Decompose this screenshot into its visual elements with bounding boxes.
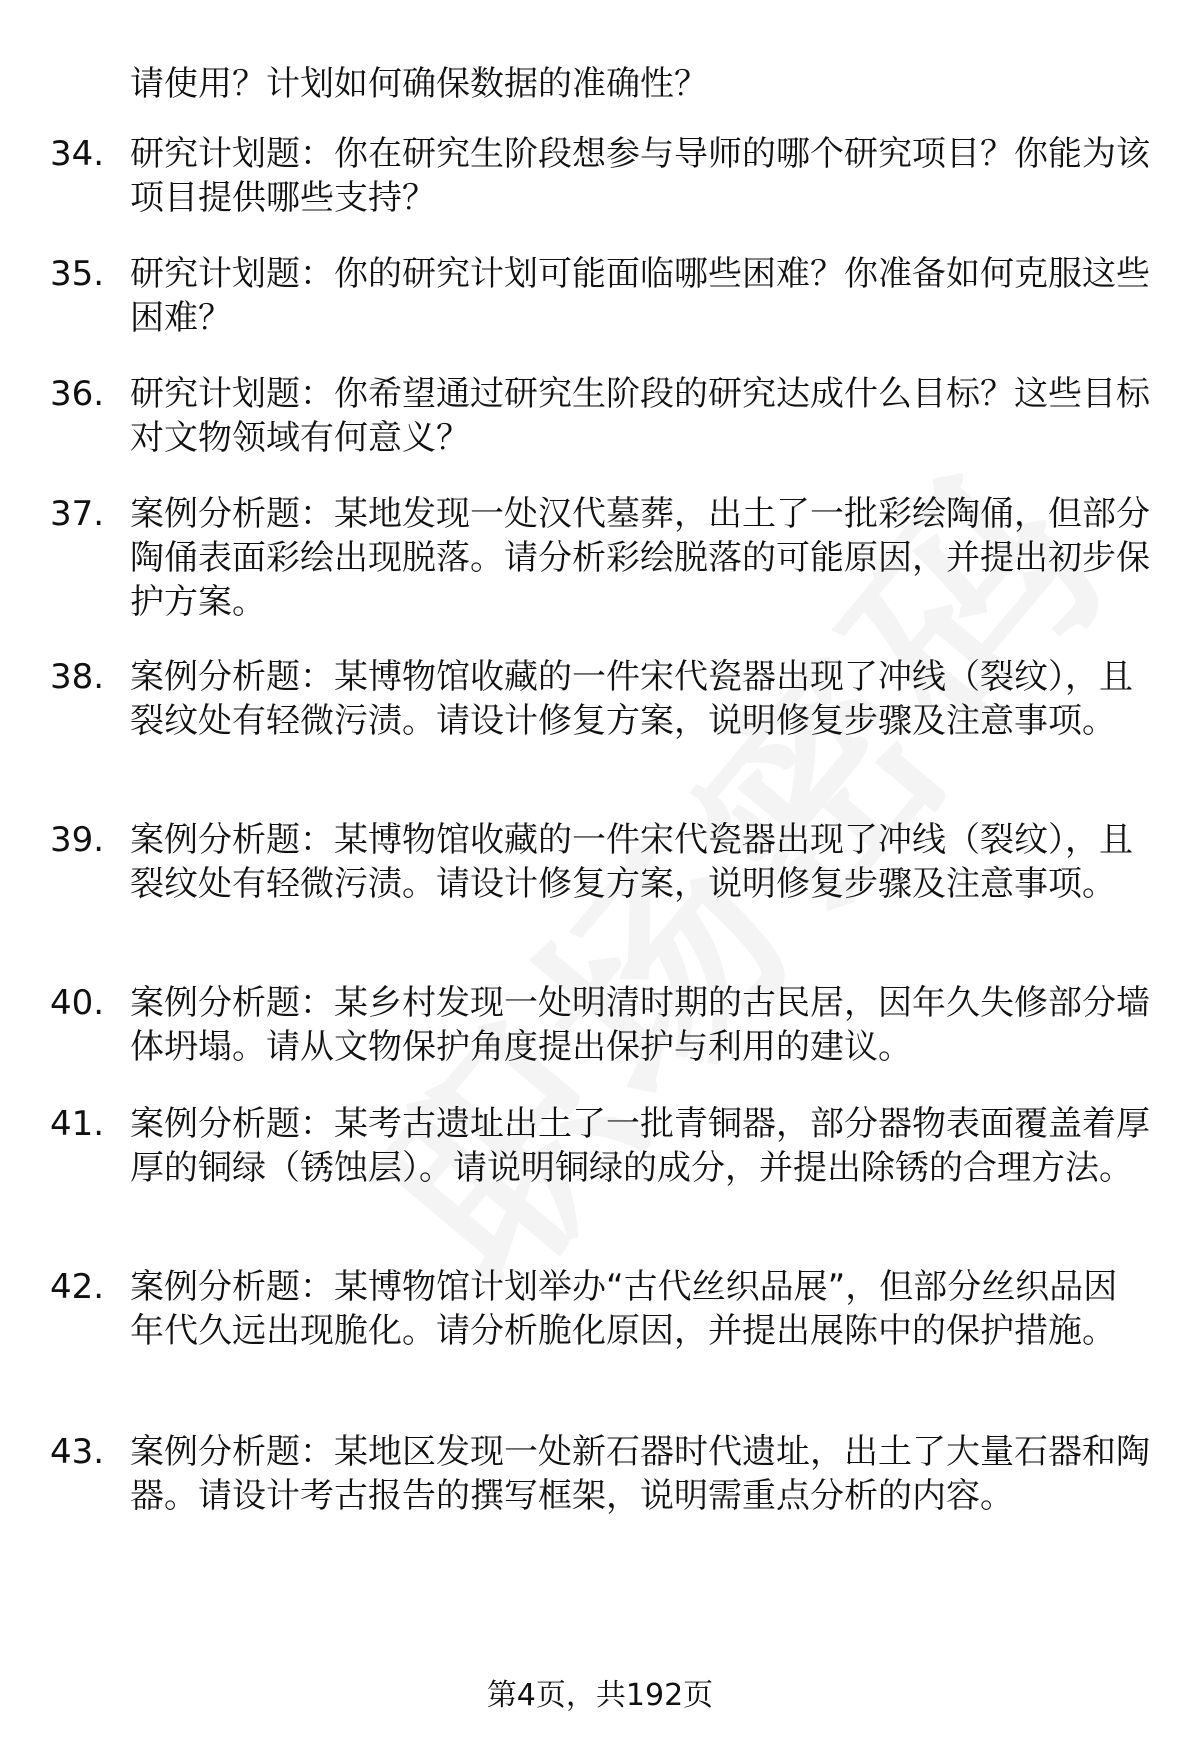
item-number: 37.: [50, 494, 105, 534]
item-text: 案例分析题：某博物馆计划举办“古代丝织品展”，但部分丝织品因年代久远出现脆化。请分析脆化原因，并提出展陈中的保护措施。: [130, 1267, 1118, 1351]
item-number: 34.: [50, 134, 105, 174]
item-number: 40.: [50, 983, 105, 1023]
page-footer: 第4页，共192页: [486, 1678, 714, 1713]
item-number: 39.: [50, 820, 105, 860]
item-number: 35.: [50, 254, 105, 294]
item-number: 43.: [50, 1432, 105, 1472]
item-number: 42.: [50, 1267, 105, 1307]
item-text: 研究计划题：你的研究计划可能面临哪些困难？你准备如何克服这些困难？: [130, 254, 1150, 338]
item-text: 研究计划题：你在研究生阶段想参与导师的哪个研究项目？你能为该项目提供哪些支持？: [130, 134, 1150, 218]
item-number: 41.: [50, 1104, 105, 1144]
item-text: 案例分析题：某地发现一处汉代墓葬，出土了一批彩绘陶俑，但部分陶俑表面彩绘出现脱落。请分析彩绘脱落的可能原因，并提出初步保护方案。: [130, 494, 1150, 622]
item-text: 案例分析题：某地区发现一处新石器时代遗址，出土了大量石器和陶器。请设计考古报告的撰写框架，说明需重点分析的内容。: [130, 1432, 1150, 1516]
item-number: 36.: [50, 374, 105, 414]
item-text: 案例分析题：某乡村发现一处明清时期的古民居，因年久失修部分墙体坍塌。请从文物保护角度提出保护与利用的建议。: [130, 983, 1150, 1067]
item-text: 案例分析题：某博物馆收藏的一件宋代瓷器出现了冲线（裂纹），且裂纹处有轻微污渍。请设计修复方案，说明修复步骤及注意事项。: [130, 820, 1133, 904]
item-text: 案例分析题：某考古遗址出土了一批青铜器，部分器物表面覆盖着厚厚的铜绿（锈蚀层）。请说明铜绿的成分，并提出除锈的合理方法。: [130, 1104, 1150, 1188]
item-text: 研究计划题：你希望通过研究生阶段的研究达成什么目标？这些目标对文物领域有何意义？: [130, 374, 1150, 458]
continuation-text: 请使用？计划如何确保数据的准确性？: [130, 64, 708, 104]
item-text: 案例分析题：某博物馆收藏的一件宋代瓷器出现了冲线（裂纹），且裂纹处有轻微污渍。请设计修复方案，说明修复步骤及注意事项。: [130, 657, 1133, 741]
item-number: 38.: [50, 657, 105, 697]
